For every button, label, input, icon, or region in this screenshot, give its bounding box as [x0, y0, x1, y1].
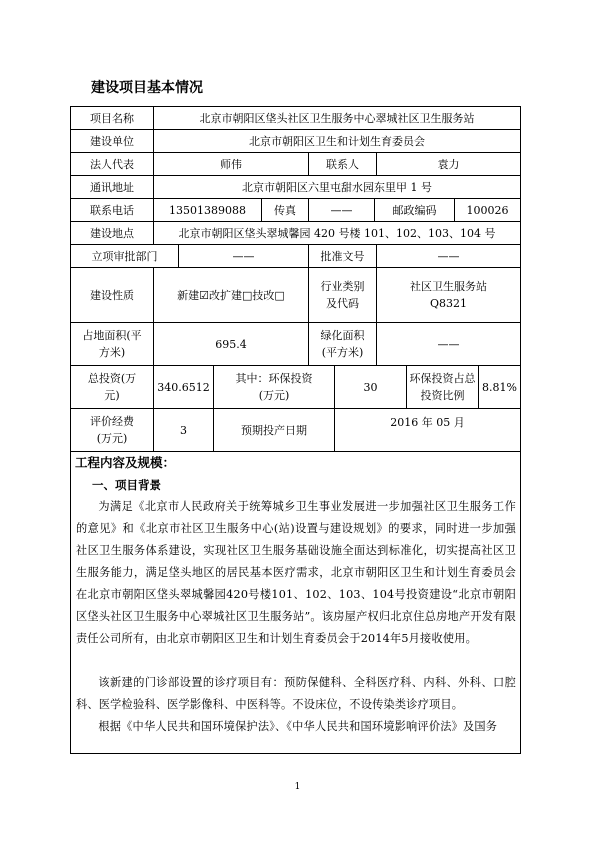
address-label: 通讯地址 — [71, 176, 154, 199]
nature-value: 新建☑改扩建□技改□ — [154, 268, 309, 323]
paragraph-background: 为满足《北京市人民政府关于统筹城乡卫生事业发展进一步加强社区卫生服务工作的意见》和《北京市社区卫生服务中心(站)设置与建设规划》的要求，同时进一步加强社区卫生服务体系建设，实现社区卫生服务基础设施全面达到标准化，切实提高社区卫生服务能力，满足垡头地区的居民基本医疗需求，北京市朝阳区卫生和计划生育委员会在北京市朝阳区垡头翠城馨园420号楼101、102、103、104号投资建设“北京市朝阳区垡头社区卫生服务中心翠城社区卫生服务站”。该房屋产权归北京住总房地产开发有限责任公司所有，由北京市朝阳区卫生和计划生育委员会于2014年5月接收使用。 — [76, 500, 516, 645]
approval-dept-label: 立项审批部门 — [71, 245, 179, 268]
env-ratio-label: 环保投资占总投资比例 — [407, 366, 479, 409]
unit-label: 建设单位 — [71, 130, 154, 153]
invest-label: 总投资(万元) — [71, 366, 154, 409]
area-label: 占地面积(平方米) — [71, 323, 154, 366]
approval-dept-value: —— — [179, 245, 309, 268]
project-name-label: 项目名称 — [71, 107, 154, 130]
paragraph-legal-basis: 根据《中华人民共和国环境保护法》、《中华人民共和国环境影响评价法》及国务 — [98, 720, 498, 733]
postcode-value: 100026 — [455, 199, 520, 222]
fax-value: —— — [309, 199, 375, 222]
industry-label: 行业类别及代码 — [309, 268, 377, 323]
approval-no-value: —— — [377, 245, 520, 268]
env-ratio-value: 8.81% — [479, 366, 520, 409]
invest-value: 340.6512 — [154, 366, 214, 409]
project-content — [71, 452, 520, 753]
page-number: 1 — [294, 782, 301, 792]
page-title: 建设项目基本情况 — [91, 80, 203, 96]
eval-fee-value: 3 — [154, 409, 214, 452]
location-label: 建设地点 — [71, 222, 154, 245]
paragraph-departments: 该新建的门诊部设置的诊疗项目有：预防保健科、全科医疗科、内科、外科、口腔科、医学检验科、医学影像科、中医科等。不设床位，不设传染类诊疗项目。 — [76, 676, 516, 711]
start-date-label: 预期投产日期 — [214, 409, 335, 452]
contact-label: 联系人 — [309, 153, 377, 176]
green-value: —— — [377, 323, 520, 366]
project-name-value: 北京市朝阳区垡头社区卫生服务中心翠城社区卫生服务站 — [154, 107, 520, 130]
contact-value: 袁力 — [377, 153, 520, 176]
address-value: 北京市朝阳区六里屯甜水园东里甲 1 号 — [154, 176, 520, 199]
phone-value: 13501389088 — [154, 199, 262, 222]
unit-value: 北京市朝阳区卫生和计划生育委员会 — [154, 130, 520, 153]
legal-rep-label: 法人代表 — [71, 153, 154, 176]
location-value: 北京市朝阳区垡头翠城馨园 420 号楼 101、102、103、104 号 — [154, 222, 520, 245]
nature-label: 建设性质 — [71, 268, 154, 323]
env-invest-value: 30 — [335, 366, 407, 409]
content-subheading: 一、项目背景 — [92, 478, 161, 492]
eval-fee-label: 评价经费(万元) — [71, 409, 154, 452]
industry-value: 社区卫生服务站 Q8321 — [377, 268, 520, 323]
legal-rep-value: 师伟 — [154, 153, 309, 176]
project-info-table — [70, 106, 521, 754]
phone-label: 联系电话 — [71, 199, 154, 222]
approval-no-label: 批准文号 — [309, 245, 377, 268]
env-invest-label: 其中：环保投资(万元) — [214, 366, 335, 409]
green-label: 绿化面积(平方米) — [309, 323, 377, 366]
fax-label: 传真 — [262, 199, 309, 222]
start-date-value: 2016 年 05 月 — [335, 409, 520, 452]
content-heading: 工程内容及规模： — [75, 455, 176, 470]
postcode-label: 邮政编码 — [375, 199, 455, 222]
area-value: 695.4 — [154, 323, 309, 366]
